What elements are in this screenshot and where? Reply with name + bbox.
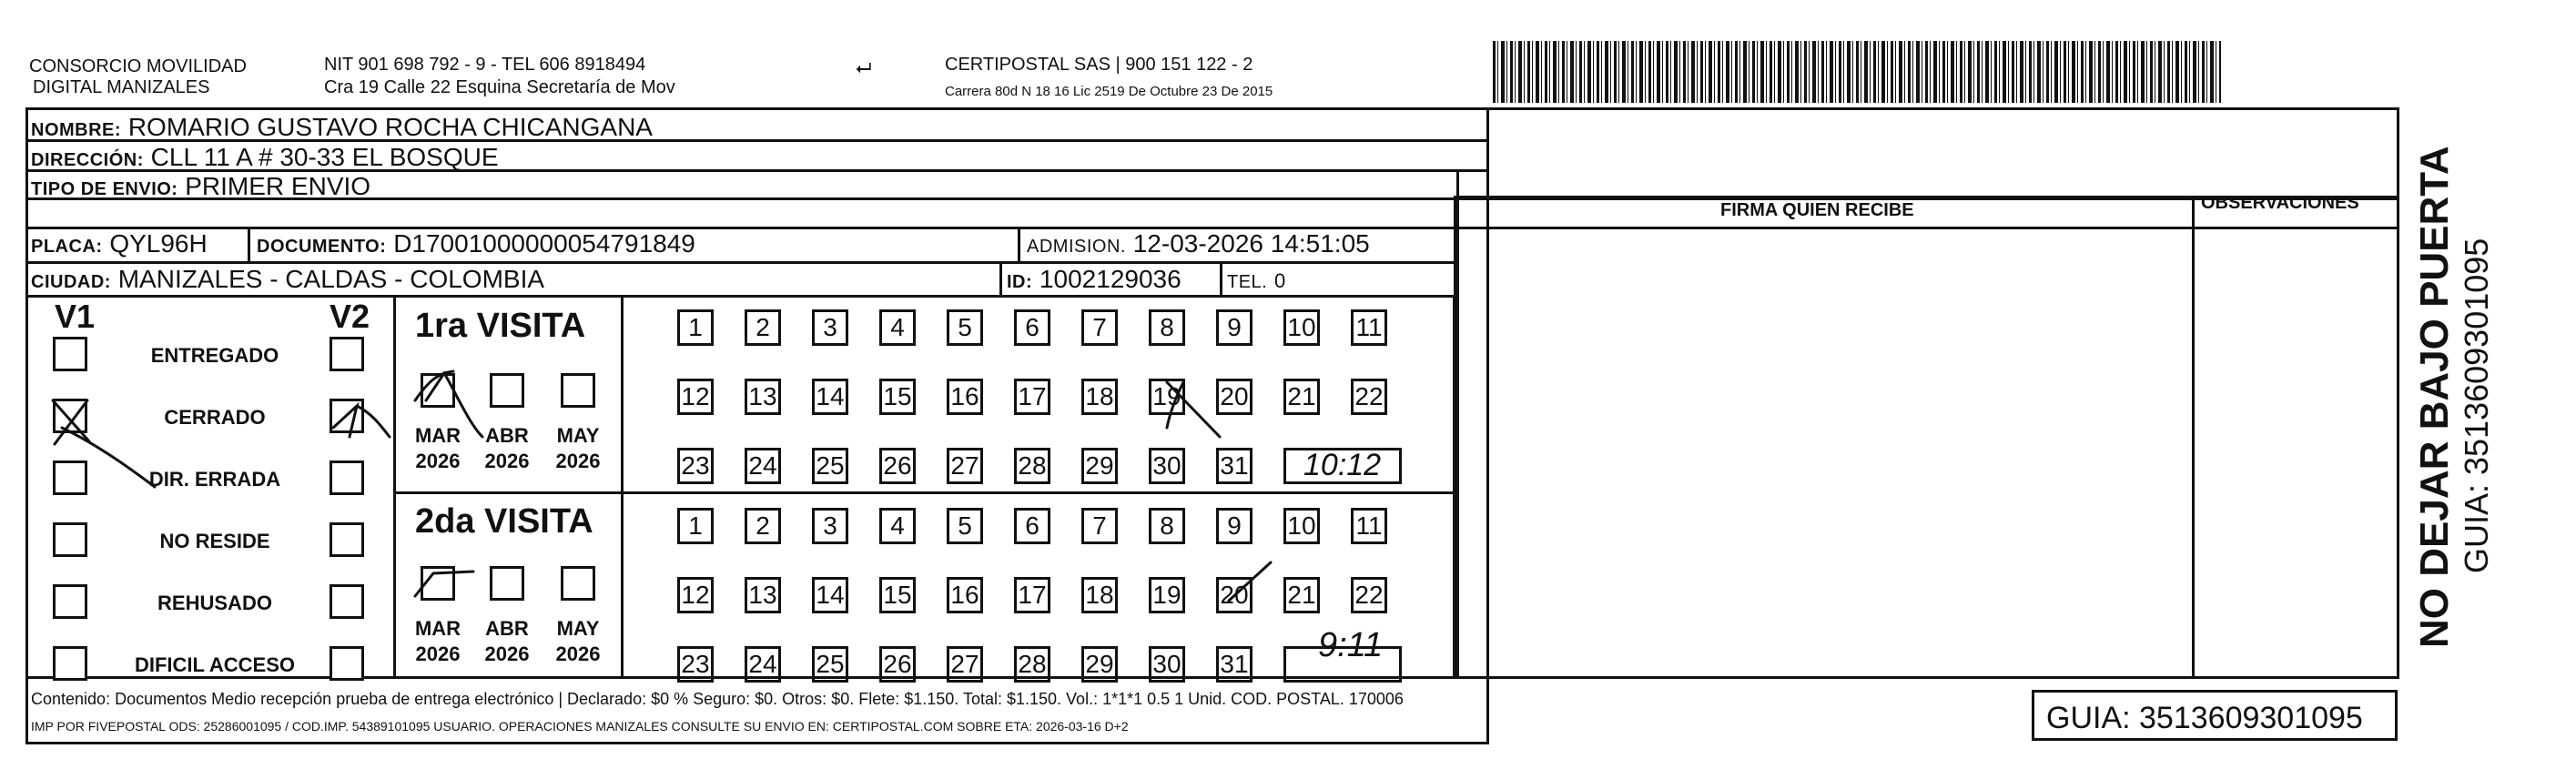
day-box[interactable]: 18 xyxy=(1081,577,1118,613)
day-box[interactable]: 22 xyxy=(1351,577,1387,613)
visit2-handwritten-time: 9:11 xyxy=(1318,626,1384,664)
day-box[interactable]: 14 xyxy=(812,577,848,613)
day-box[interactable]: 8 xyxy=(1149,309,1185,346)
day-box[interactable]: 26 xyxy=(879,448,916,484)
day-box[interactable]: 5 xyxy=(947,508,983,544)
day-box[interactable]: 2 xyxy=(745,508,781,544)
day-box[interactable]: 9 xyxy=(1216,309,1253,346)
day-box[interactable]: 6 xyxy=(1014,508,1050,544)
month-label: MAY xyxy=(556,617,600,640)
day-box[interactable]: 11 xyxy=(1351,309,1387,346)
month-label: MAR xyxy=(414,617,461,640)
month-label: MAY xyxy=(556,424,600,447)
day-box[interactable]: 22 xyxy=(1351,379,1387,415)
v2-header: V2 xyxy=(330,298,370,335)
carrier-nit: CERTIPOSTAL SAS | 900 151 122 - 2 xyxy=(945,55,1253,75)
day-box[interactable]: 3 xyxy=(812,508,848,544)
day-box[interactable]: 6 xyxy=(1014,309,1050,346)
firma-header: FIRMA QUIEN RECIBE xyxy=(1720,200,1914,220)
observaciones-header: OBSERVACIONES xyxy=(2201,193,2359,213)
day-box[interactable]: 4 xyxy=(879,309,916,346)
day-box[interactable]: 31 xyxy=(1216,646,1253,683)
day-box[interactable]: 10 xyxy=(1283,508,1320,544)
visit1-handwritten-time: 10:12 xyxy=(1303,448,1382,482)
day-box[interactable]: 8 xyxy=(1149,508,1185,544)
day-box[interactable]: 19 xyxy=(1149,577,1185,613)
day-box[interactable]: 7 xyxy=(1081,508,1118,544)
year-label: 2026 xyxy=(415,450,461,472)
company-name-line1: CONSORCIO MOVILIDAD xyxy=(29,56,247,76)
day-box[interactable]: 30 xyxy=(1149,646,1185,683)
year-label: 2026 xyxy=(415,643,461,665)
day-box[interactable]: 24 xyxy=(745,646,781,683)
nombre-value: ROMARIO GUSTAVO ROCHA CHICANGANA xyxy=(127,113,653,141)
day-box[interactable]: 14 xyxy=(812,379,848,415)
footer-imp: IMP POR FIVEPOSTAL ODS: 25286001095 / COD.IMP. 54389101095 USUARIO. OPERACIONES MANIZALES CONSULTE SU ENVIO EN: CERTIPOSTAL.COM SOBRE ETA: 2026-03-16 D+2 xyxy=(31,719,1129,734)
day-box[interactable]: 4 xyxy=(879,508,916,544)
day-box[interactable]: 18 xyxy=(1081,379,1118,415)
year-label: 2026 xyxy=(555,643,601,665)
option-label: NO RESIDE xyxy=(159,530,270,552)
day-box[interactable]: 26 xyxy=(879,646,916,683)
direccion-value: CLL 11 A # 30-33 EL BOSQUE xyxy=(150,143,499,171)
side-guia: GUIA: 3513609301095 xyxy=(2458,238,2495,573)
side-warning: NO DEJAR BAJO PUERTA xyxy=(2412,146,2457,648)
ciudad-label: CIUDAD: xyxy=(31,272,111,292)
tipo-envio-label: TIPO DE ENVIO: xyxy=(31,179,178,199)
day-box[interactable]: 21 xyxy=(1283,379,1320,415)
day-box[interactable]: 1 xyxy=(677,508,714,544)
day-box[interactable]: 15 xyxy=(879,379,916,415)
day-box[interactable]: 10 xyxy=(1283,309,1320,346)
documento-value: D17001000000054791849 xyxy=(393,229,695,258)
day-box[interactable]: 21 xyxy=(1283,577,1320,613)
direccion-label: DIRECCIÓN: xyxy=(31,150,144,170)
day-box[interactable]: 17 xyxy=(1014,379,1050,415)
day-box[interactable]: 13 xyxy=(745,379,781,415)
day-box[interactable]: 24 xyxy=(745,448,781,484)
day-box[interactable]: 17 xyxy=(1014,577,1050,613)
day-box[interactable]: 28 xyxy=(1014,646,1050,683)
year-label: 2026 xyxy=(555,450,601,472)
option-label: REHUSADO xyxy=(157,592,272,614)
day-box[interactable]: 27 xyxy=(947,646,983,683)
day-box[interactable]: 1 xyxy=(677,309,714,346)
day-box[interactable]: 5 xyxy=(947,309,983,346)
year-label: 2026 xyxy=(484,450,530,472)
day-box[interactable]: 9 xyxy=(1216,508,1253,544)
day-box[interactable]: 29 xyxy=(1081,448,1118,484)
day-box[interactable]: 13 xyxy=(745,577,781,613)
visit1-title: 1ra VISITA xyxy=(415,307,586,345)
company-address: Cra 19 Calle 22 Esquina Secretaría de Mov xyxy=(324,77,675,97)
visit2-title: 2da VISITA xyxy=(415,502,593,541)
day-box[interactable]: 19 xyxy=(1149,379,1185,415)
day-box[interactable]: 30 xyxy=(1149,448,1185,484)
day-box[interactable]: 15 xyxy=(879,577,916,613)
day-box[interactable]: 29 xyxy=(1081,646,1118,683)
month-label: ABR xyxy=(485,617,529,640)
tel-value: 0 xyxy=(1274,269,1286,292)
day-box[interactable]: 20 xyxy=(1216,577,1253,613)
month-label: ABR xyxy=(485,424,529,447)
day-box[interactable]: 23 xyxy=(677,448,714,484)
carrier-logo-icon: ⮠ xyxy=(856,56,872,79)
company-nit: NIT 901 698 792 - 9 - TEL 606 8918494 xyxy=(324,55,646,75)
tel-label: TEL. xyxy=(1227,272,1268,292)
day-box[interactable]: 7 xyxy=(1081,309,1118,346)
day-box[interactable]: 16 xyxy=(947,577,983,613)
day-box[interactable]: 28 xyxy=(1014,448,1050,484)
day-box[interactable]: 25 xyxy=(812,646,848,683)
option-label: ENTREGADO xyxy=(150,344,279,367)
guia-box-text: GUIA: 3513609301095 xyxy=(2046,701,2363,735)
admision-label: ADMISION. xyxy=(1027,237,1126,257)
day-box[interactable]: 12 xyxy=(677,379,714,415)
documento-label: DOCUMENTO: xyxy=(257,237,387,257)
tipo-envio-value: PRIMER ENVIO xyxy=(185,172,371,200)
day-box[interactable]: 11 xyxy=(1351,508,1387,544)
day-box[interactable]: 20 xyxy=(1216,379,1253,415)
day-box[interactable]: 23 xyxy=(677,646,714,683)
day-box[interactable]: 2 xyxy=(745,309,781,346)
month-label: MAR xyxy=(414,424,461,447)
day-box[interactable]: 3 xyxy=(812,309,848,346)
year-label: 2026 xyxy=(484,643,530,665)
day-box[interactable]: 16 xyxy=(947,379,983,415)
day-box[interactable]: 12 xyxy=(677,577,714,613)
footer-contenido: Contenido: Documentos Medio recepción prueba de entrega electrónico | Declarado: $0 % Seguro: $0. Otros: $0. Flete: $1.150. Total: $1.150. Vol.: 1*1*1 0.5 1 Unid. COD. POSTAL. 170006 xyxy=(31,690,1404,708)
ciudad-value: MANIZALES - CALDAS - COLOMBIA xyxy=(117,265,545,293)
admision-value: 12-03-2026 14:51:05 xyxy=(1132,229,1370,258)
v1-header: V1 xyxy=(55,298,96,335)
id-value: 1002129036 xyxy=(1039,265,1182,293)
day-box[interactable]: 25 xyxy=(812,448,848,484)
company-name-line2: DIGITAL MANIZALES xyxy=(33,77,210,97)
day-box[interactable]: 31 xyxy=(1216,448,1253,484)
day-box[interactable]: 27 xyxy=(947,448,983,484)
option-label: DIFICIL ACCESO xyxy=(134,653,295,676)
option-label: DIR. ERRADA xyxy=(148,468,281,491)
option-label: CERRADO xyxy=(164,406,266,429)
carrier-address: Carrera 80d N 18 16 Lic 2519 De Octubre 23 De 2015 xyxy=(945,84,1273,99)
placa-label: PLACA: xyxy=(31,237,103,257)
placa-value: QYL96H xyxy=(109,229,208,258)
nombre-label: NOMBRE: xyxy=(31,120,122,140)
id-label: ID: xyxy=(1007,272,1033,292)
